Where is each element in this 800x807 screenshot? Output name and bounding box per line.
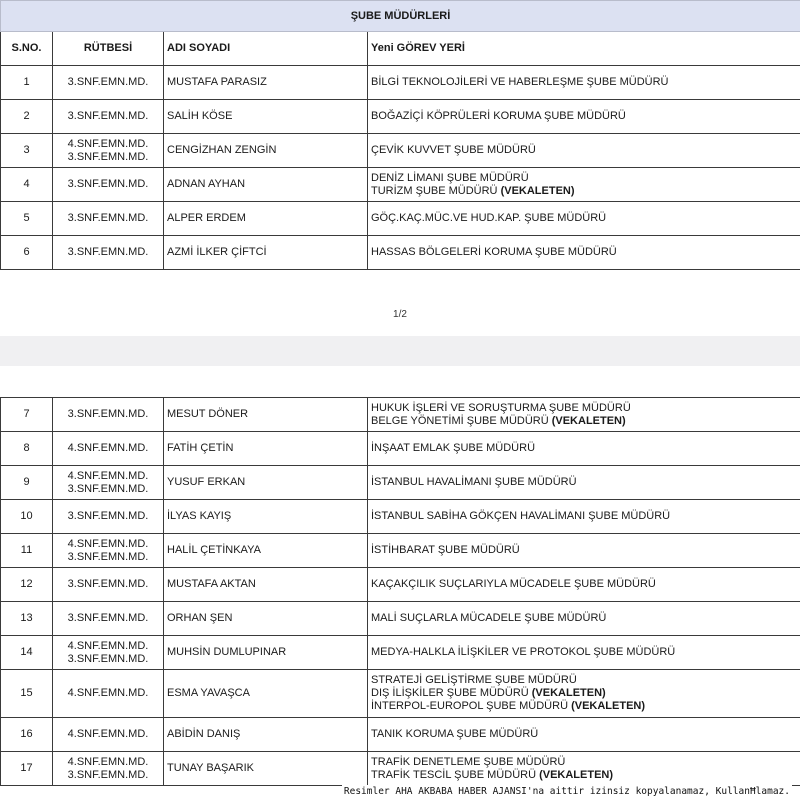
rank-line: 3.SNF.EMN.MD. [67, 652, 149, 665]
row-number: 7 [1, 398, 53, 432]
rank-line: 3.SNF.EMN.MD. [67, 212, 149, 224]
row-name: TUNAY BAŞARIK [164, 752, 368, 786]
row-number: 16 [1, 718, 53, 752]
row-rank [53, 100, 164, 134]
row-number: 5 [1, 202, 53, 236]
table-row [1, 100, 800, 134]
row-rank [53, 718, 164, 752]
row-number: 12 [1, 568, 53, 602]
header-row [1, 32, 800, 66]
row-duty [368, 466, 800, 500]
row-rank [53, 236, 164, 270]
rank-line: 3.SNF.EMN.MD. [67, 246, 149, 258]
row-number: 3 [1, 134, 53, 168]
row-duty [368, 398, 800, 432]
assignments-table-page2 [0, 397, 800, 786]
duty-line [371, 185, 797, 198]
duty-line [371, 612, 797, 625]
duty-line [371, 756, 797, 769]
table-row [1, 134, 800, 168]
row-duty [368, 134, 800, 168]
row-rank [53, 534, 164, 568]
row-name: ABİDİN DANIŞ [164, 718, 368, 752]
duty-line [371, 510, 797, 523]
row-duty [368, 752, 800, 786]
duty-line [371, 700, 797, 713]
row-rank [53, 168, 164, 202]
row-rank [53, 466, 164, 500]
row-number: 1 [1, 66, 53, 100]
rank-line: 4.SNF.EMN.MD. [67, 442, 149, 454]
table-row [1, 66, 800, 100]
duty-text: DIŞ İLİŞKİLER ŞUBE MÜDÜRÜ [371, 687, 532, 699]
duty-text: MALİ SUÇLARLA MÜCADELE ŞUBE MÜDÜRÜ [371, 612, 607, 624]
duty-text: İSTİHBARAT ŞUBE MÜDÜRÜ [371, 544, 520, 556]
row-duty [368, 66, 800, 100]
duty-text: ÇEVİK KUVVET ŞUBE MÜDÜRÜ [371, 144, 536, 156]
table-row [1, 602, 800, 636]
row-number: 8 [1, 432, 53, 466]
row-name: HALİL ÇETİNKAYA [164, 534, 368, 568]
row-duty [368, 636, 800, 670]
acting-badge: (VEKALETEN) [571, 700, 646, 712]
acting-badge: (VEKALETEN) [551, 414, 626, 427]
row-number: 13 [1, 602, 53, 636]
row-rank [53, 432, 164, 466]
duty-text: İNTERPOL-EUROPOL ŞUBE MÜDÜRÜ [371, 700, 572, 712]
row-name: FATİH ÇETİN [164, 432, 368, 466]
duty-text: BOĞAZİÇİ KÖPRÜLERİ KORUMA ŞUBE MÜDÜRÜ [371, 110, 626, 122]
duty-text: BELGE YÖNETİMİ ŞUBE MÜDÜRÜ [371, 414, 552, 427]
table-row [1, 636, 800, 670]
table-row [1, 202, 800, 236]
row-duty [368, 100, 800, 134]
rank-line: 4.SNF.EMN.MD. [67, 137, 149, 150]
row-duty [368, 568, 800, 602]
rank-line: 3.SNF.EMN.MD. [67, 482, 149, 495]
duty-line [371, 415, 797, 428]
header-no: S.NO. [1, 32, 53, 66]
table-row [1, 718, 800, 752]
table-row [1, 752, 800, 786]
table-row [1, 670, 800, 718]
table-row [1, 236, 800, 270]
duty-line [371, 212, 797, 225]
rank-line: 3.SNF.EMN.MD. [67, 178, 149, 190]
table-row [1, 168, 800, 202]
duty-line [371, 687, 797, 700]
row-name: MUHSİN DUMLUPINAR [164, 636, 368, 670]
row-number: 17 [1, 752, 53, 786]
row-duty [368, 168, 800, 202]
row-number: 14 [1, 636, 53, 670]
rank-line: 3.SNF.EMN.MD. [67, 110, 149, 122]
duty-line [371, 402, 797, 415]
header-rank: RÜTBESİ [53, 32, 164, 66]
table-body-page1 [1, 66, 800, 270]
table-row [1, 500, 800, 534]
rank-line: 4.SNF.EMN.MD. [67, 687, 149, 699]
rank-line: 3.SNF.EMN.MD. [67, 768, 149, 781]
table-title: ŞUBE MÜDÜRLERİ [1, 1, 800, 32]
table-title-row [1, 1, 800, 32]
duty-text: TRAFİK TESCİL ŞUBE MÜDÜRÜ [371, 768, 540, 781]
duty-line [371, 578, 797, 591]
duty-text: HASSAS BÖLGELERİ KORUMA ŞUBE MÜDÜRÜ [371, 246, 617, 258]
duty-line [371, 246, 797, 259]
row-number: 9 [1, 466, 53, 500]
table-row [1, 398, 800, 432]
row-number: 4 [1, 168, 53, 202]
duty-line [371, 646, 797, 659]
row-number: 6 [1, 236, 53, 270]
rank-line: 4.SNF.EMN.MD. [67, 728, 149, 740]
duty-text: STRATEJİ GELİŞTİRME ŞUBE MÜDÜRÜ [371, 674, 577, 686]
row-duty [368, 534, 800, 568]
acting-badge: (VEKALETEN) [500, 184, 575, 197]
row-name: SALİH KÖSE [164, 100, 368, 134]
row-name: ALPER ERDEM [164, 202, 368, 236]
row-rank [53, 568, 164, 602]
acting-badge: (VEKALETEN) [531, 687, 606, 699]
duty-line [371, 172, 797, 185]
duty-line [371, 110, 797, 123]
row-name: AZMİ İLKER ÇİFTCİ [164, 236, 368, 270]
rank-line: 3.SNF.EMN.MD. [67, 408, 149, 420]
row-rank [53, 398, 164, 432]
duty-line [371, 442, 797, 455]
rank-line: 4.SNF.EMN.MD. [67, 537, 149, 550]
row-rank [53, 752, 164, 786]
row-duty [368, 602, 800, 636]
rank-line: 4.SNF.EMN.MD. [67, 639, 149, 652]
duty-line [371, 144, 797, 157]
watermark-text: Resimler AHA AKBABA HABER AJANSI'na aittir izinsiz kopyalanamaz, KullanĦlamaz. [343, 786, 790, 797]
duty-text: HUKUK İŞLERİ VE SORUŞTURMA ŞUBE MÜDÜRÜ [371, 401, 631, 414]
duty-line [371, 76, 797, 89]
row-duty [368, 718, 800, 752]
row-name: ADNAN AYHAN [164, 168, 368, 202]
row-duty [368, 670, 800, 718]
row-number: 11 [1, 534, 53, 568]
row-name: MUSTAFA AKTAN [164, 568, 368, 602]
row-name: ORHAN ŞEN [164, 602, 368, 636]
row-name: MUSTAFA PARASIZ [164, 66, 368, 100]
row-rank [53, 670, 164, 718]
header-duty: Yeni GÖREV YERİ [368, 32, 800, 66]
duty-text: TRAFİK DENETLEME ŞUBE MÜDÜRÜ [371, 755, 566, 768]
duty-line [371, 769, 797, 782]
duty-line [371, 544, 797, 557]
rank-line: 3.SNF.EMN.MD. [67, 150, 149, 163]
duty-text: TURİZM ŞUBE MÜDÜRÜ [371, 184, 501, 197]
acting-badge: (VEKALETEN) [539, 768, 614, 781]
row-duty [368, 202, 800, 236]
page-number: 1/2 [393, 309, 407, 320]
row-rank [53, 66, 164, 100]
rank-line: 3.SNF.EMN.MD. [67, 578, 149, 590]
rank-line: 3.SNF.EMN.MD. [67, 76, 149, 88]
duty-text: MEDYA-HALKLA İLİŞKİLER VE PROTOKOL ŞUBE MÜDÜRÜ [371, 646, 676, 658]
duty-text: TANIK KORUMA ŞUBE MÜDÜRÜ [371, 728, 539, 740]
row-name: YUSUF ERKAN [164, 466, 368, 500]
duty-text: BİLGİ TEKNOLOJİLERİ VE HABERLEŞME ŞUBE MÜDÜRÜ [371, 76, 669, 88]
row-duty [368, 236, 800, 270]
table-row [1, 534, 800, 568]
table-row [1, 432, 800, 466]
duty-line [371, 674, 797, 687]
row-number: 15 [1, 670, 53, 718]
duty-text: GÖÇ.KAÇ.MÜC.VE HUD.KAP. ŞUBE MÜDÜRÜ [371, 212, 607, 224]
duty-line [371, 476, 797, 489]
row-rank [53, 636, 164, 670]
rank-line: 4.SNF.EMN.MD. [67, 469, 149, 482]
duty-text: KAÇAKÇILIK SUÇLARIYLA MÜCADELE ŞUBE MÜDÜRÜ [371, 578, 656, 590]
rank-line: 3.SNF.EMN.MD. [67, 612, 149, 624]
duty-text: İNŞAAT EMLAK ŞUBE MÜDÜRÜ [371, 442, 536, 454]
duty-line [371, 728, 797, 741]
row-name: MESUT DÖNER [164, 398, 368, 432]
row-number: 2 [1, 100, 53, 134]
page-separator [0, 336, 800, 366]
table-row [1, 568, 800, 602]
rank-line: 4.SNF.EMN.MD. [67, 755, 149, 768]
rank-line: 3.SNF.EMN.MD. [67, 510, 149, 522]
row-rank [53, 202, 164, 236]
row-name: İLYAS KAYIŞ [164, 500, 368, 534]
row-rank [53, 602, 164, 636]
header-name: ADI SOYADI [164, 32, 368, 66]
duty-text: İSTANBUL HAVALİMANI ŞUBE MÜDÜRÜ [371, 476, 577, 488]
row-rank [53, 500, 164, 534]
duty-text: DENİZ LİMANI ŞUBE MÜDÜRÜ [371, 171, 529, 184]
table-row [1, 466, 800, 500]
rank-line: 3.SNF.EMN.MD. [67, 550, 149, 563]
duty-text: İSTANBUL SABİHA GÖKÇEN HAVALİMANI ŞUBE MÜDÜRÜ [371, 510, 671, 522]
row-rank [53, 134, 164, 168]
row-number: 10 [1, 500, 53, 534]
assignments-table-page1 [0, 0, 800, 270]
row-duty [368, 500, 800, 534]
table-body-page2 [1, 398, 800, 786]
row-duty [368, 432, 800, 466]
row-name: ESMA YAVAŞCA [164, 670, 368, 718]
row-name: CENGİZHAN ZENGİN [164, 134, 368, 168]
